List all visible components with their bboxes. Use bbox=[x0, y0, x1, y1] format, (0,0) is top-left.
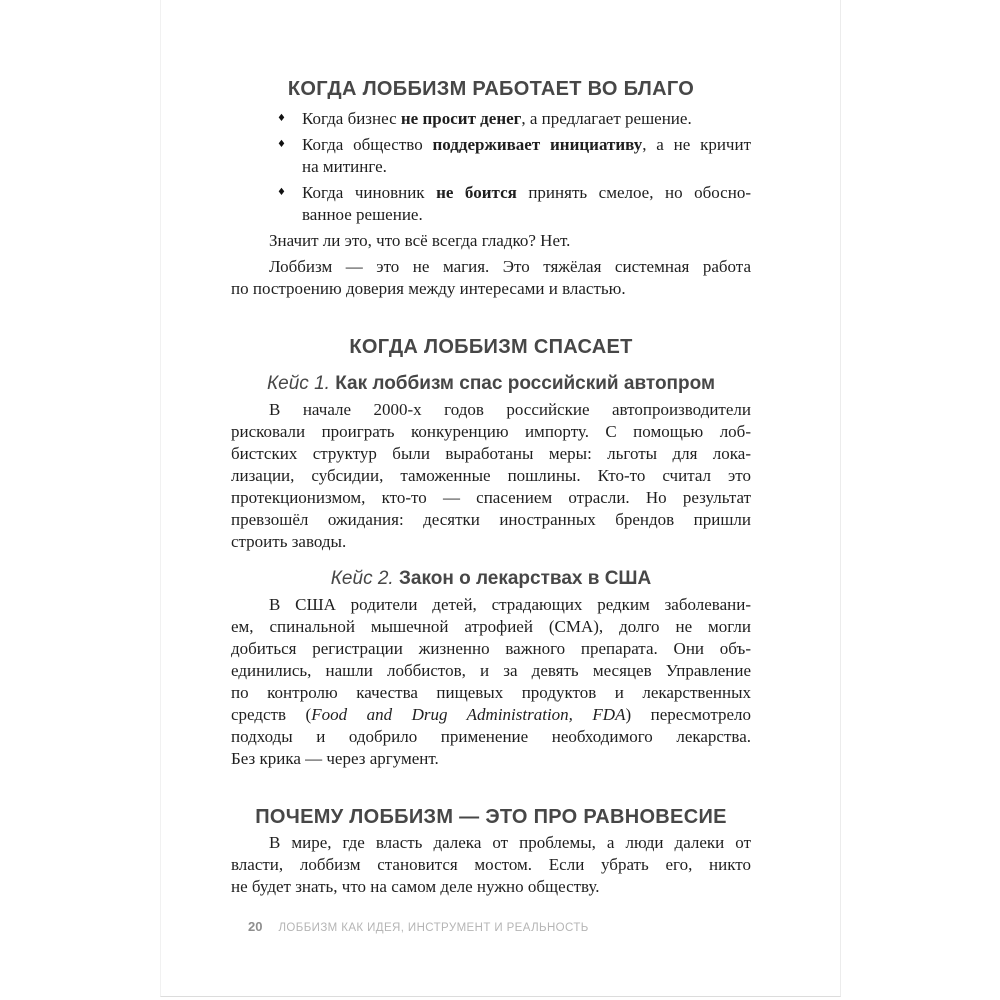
text-run: на митинге. bbox=[302, 157, 387, 176]
page-content bbox=[231, 0, 751, 939]
text-run: Без крика — через аргумент. bbox=[231, 749, 439, 768]
text-line bbox=[231, 638, 751, 660]
text-run: Когда бизнес bbox=[302, 109, 401, 128]
text-run: ) пересмотрело bbox=[625, 705, 751, 724]
text-run: Кейс 1. bbox=[266, 373, 330, 394]
text-run: бистских структур были выработаны меры: льготы для лока- bbox=[231, 444, 751, 463]
paragraph bbox=[231, 594, 751, 770]
case-1-title bbox=[231, 373, 751, 395]
text-run: , а предлагает решение. bbox=[521, 109, 692, 128]
paragraph bbox=[231, 832, 751, 898]
text-run: власти, лоббизм становится мостом. Если убрать его, никто bbox=[231, 855, 751, 874]
bullet-list bbox=[231, 108, 751, 226]
text-run: протекционизмом, кто-то — спасением отрасли. Но результат bbox=[231, 488, 751, 507]
text-run: единились, нашли лоббистов, и за девять месяцев Управление bbox=[231, 661, 751, 680]
paragraph bbox=[231, 230, 751, 252]
text-line bbox=[231, 704, 751, 726]
text-line bbox=[231, 726, 751, 748]
running-title: ЛОББИЗМ КАК ИДЕЯ, ИНСТРУМЕНТ И РЕАЛЬНОСТЬ bbox=[278, 922, 589, 934]
text-line bbox=[231, 682, 751, 704]
text-line bbox=[231, 616, 751, 638]
paragraph bbox=[231, 399, 751, 553]
paragraph bbox=[231, 256, 751, 300]
text-run: ванное решение. bbox=[302, 205, 423, 224]
text-run: Закон о лекарствах в США bbox=[398, 568, 652, 589]
text-run: подходы и одобрило применение необходимого лекарства. bbox=[231, 727, 751, 746]
text-line bbox=[231, 256, 751, 278]
text-line bbox=[231, 399, 751, 421]
text-run: Food and Drug Administration, FDA bbox=[311, 705, 626, 724]
text-run: В США родители детей, страдающих редким заболевани- bbox=[269, 595, 751, 614]
heading-why-balance: ПОЧЕМУ ЛОББИЗМ — ЭТО ПРО РАВНОВЕСИЕ bbox=[255, 806, 727, 828]
text-run: по построению доверия между интересами и властью. bbox=[231, 279, 626, 298]
text-line bbox=[302, 182, 751, 204]
list-item bbox=[231, 108, 751, 130]
text-line bbox=[231, 832, 751, 854]
text-line bbox=[302, 204, 751, 226]
text-run: строить заводы. bbox=[231, 532, 347, 551]
text-line bbox=[231, 487, 751, 509]
text-line bbox=[231, 465, 751, 487]
text-run: В мире, где власть далека от проблемы, а люди далеки от bbox=[269, 833, 751, 852]
text-line bbox=[231, 531, 751, 553]
text-run: принять смелое, но обосно- bbox=[516, 183, 751, 202]
bullet-text bbox=[231, 108, 751, 130]
text-run: превзошёл ожидания: десятки иностранных брендов пришли bbox=[231, 510, 751, 529]
page-footer bbox=[248, 916, 751, 939]
text-line bbox=[231, 594, 751, 616]
heading-when-lobbying-saves: КОГДА ЛОББИЗМ СПАСАЕТ bbox=[349, 336, 633, 358]
sections-root bbox=[231, 78, 751, 898]
text-line bbox=[231, 509, 751, 531]
case-2-title bbox=[231, 568, 751, 590]
text-line bbox=[231, 748, 751, 770]
text-run: по контролю качества пищевых продуктов и лекарственных bbox=[231, 683, 751, 702]
text-run: не боится bbox=[436, 183, 517, 202]
text-run: Как лоббизм спас российский автопром bbox=[335, 373, 716, 394]
bullet-diamond-icon: ♦ bbox=[277, 139, 286, 150]
text-run: не просит денег bbox=[400, 109, 522, 128]
text-line bbox=[231, 876, 751, 898]
bullet-text bbox=[231, 134, 751, 178]
list-item bbox=[231, 182, 751, 226]
text-run: Когда чиновник bbox=[302, 183, 437, 202]
text-run: поддерживает инициативу bbox=[432, 135, 643, 154]
text-line bbox=[302, 108, 751, 130]
text-run: добиться регистрации жизненно важного препарата. Они объ- bbox=[231, 639, 751, 658]
text-run: лизации, субсидии, таможенные пошлины. Кто-то считал это bbox=[231, 466, 751, 485]
text-run: Значит ли это, что всё всегда гладко? Нет. bbox=[269, 231, 571, 250]
text-run: рисковали проиграть конкуренцию импорту. С помощью лоб- bbox=[231, 422, 751, 441]
page-number: 20 bbox=[248, 919, 263, 934]
text-line bbox=[231, 421, 751, 443]
text-line bbox=[231, 443, 751, 465]
text-run: Когда общество bbox=[302, 135, 433, 154]
text-run: Кейс 2. bbox=[330, 568, 394, 589]
text-line bbox=[231, 854, 751, 876]
text-run: не будет знать, что на самом деле нужно обществу. bbox=[231, 877, 600, 896]
bullet-diamond-icon: ♦ bbox=[277, 113, 286, 124]
text-line bbox=[231, 278, 751, 300]
text-run: Лоббизм — это не магия. Это тяжёлая системная работа bbox=[269, 257, 751, 276]
text-run: средств ( bbox=[231, 705, 312, 724]
text-run: В начале 2000-х годов российские автопроизводители bbox=[269, 400, 751, 419]
text-line bbox=[231, 230, 751, 252]
bullet-text bbox=[231, 182, 751, 226]
list-item bbox=[231, 134, 751, 178]
text-run: , а не кричит bbox=[642, 135, 751, 154]
heading-when-lobbying-works: КОГДА ЛОББИЗМ РАБОТАЕТ ВО БЛАГО bbox=[287, 78, 695, 100]
text-line bbox=[302, 134, 751, 156]
text-line bbox=[231, 660, 751, 682]
text-line bbox=[302, 156, 751, 178]
text-run: ем, спинальной мышечной атрофией (СМА), долго не могли bbox=[231, 617, 751, 636]
bullet-diamond-icon: ♦ bbox=[277, 187, 286, 198]
